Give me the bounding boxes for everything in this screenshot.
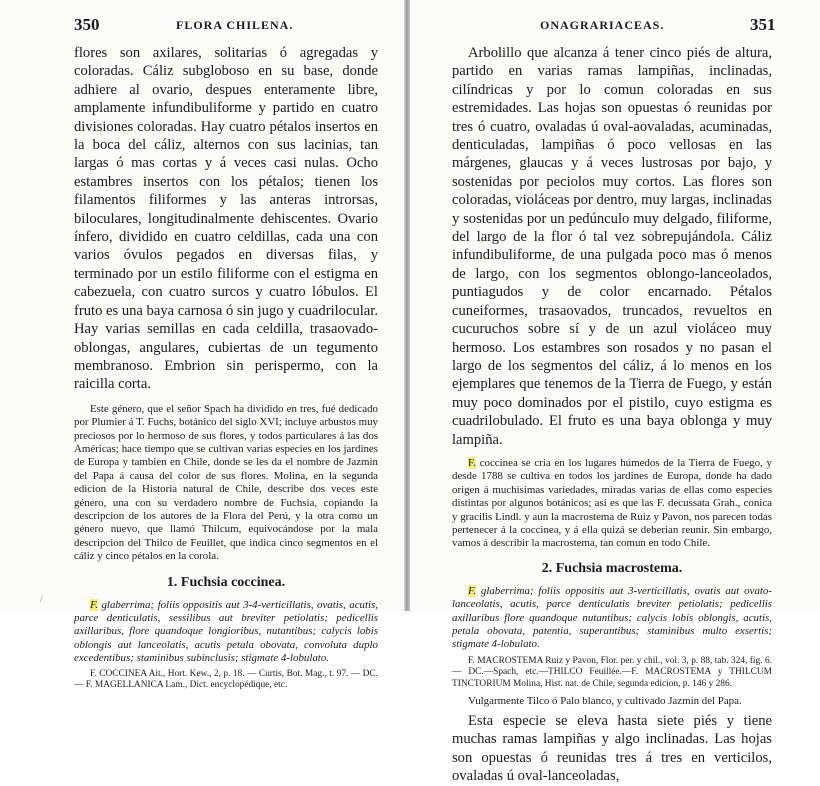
genus-description: flores son axilares, solitarias ó agregadas y coloradas. Cáliz subgloboso en su base, donde adhiere al ovario, despues enteramente libre, amplamente infundibuliforme y partido en cuatro divisiones coloradas. Hay cuatro pétalos insertos en la boca del cáliz, alternos con sus lacinias, tan largas ó mas cortas y á veces casi nulas. Ocho estambres insertos con los pétalos; tienen los filamentos filiformes y las anteras introrsas, biloculares, longitudinalmente dehiscentes. Ovario ínfero, dividido en cuatro celdillas, cada una con varios óvulos pegados en diversas filas, y terminado por un estilo filiforme con el estigma en cabezuela, con cuatro surcos y cuatro lóbulos. El fruto es una baya carnosa ó sin jugo y cuadrilocular. Hay varias semillas en cada celdilla, trasaovado-oblongas, angulares, cubiertas de un tegumento membranoso. Embrion sin perispermo, con la raicilla corta. [74, 45, 378, 393]
right-page [410, 0, 820, 785]
left-page-number: 350 [74, 15, 100, 34]
left-text-column [74, 44, 378, 692]
right-running-header: ONAGRARIACEAS. [540, 18, 665, 32]
highlight-mark: F. [468, 456, 476, 469]
synonymy-macrostema: F. MACROSTEMA Ruiz y Pavon, Flor. per. y chil., vol. 3, p. 88, tab. 324, fig. 6. — DC.—Spach, etc.—THILCO Feuillée.—F. MACROSTEMA y THILCUM TINCTORIUM Molina, Hist. nat. de Chile, segunda edicion, p. 146 y 286. [452, 655, 772, 689]
synonymy-coccinea: F. COCCINEA Ait., Hort. Kew., 2, p. 18. — Curtis, Bot. Mag., t. 97. — DC. — F. MAGELLANICA Lam., Dict. encyclopédique, etc. [74, 668, 378, 691]
left-running-header: FLORA CHILENA. [176, 18, 294, 32]
macrostema-description: Esta especie se eleva hasta siete piés y tiene muchas ramas lampiñas y algo inclinadas. Las hojas son opuestas ó reunidas tres á tres en verticilos, ovaladas ú oval-lanceoladas, [452, 713, 772, 785]
coccinea-description: Arbolillo que alcanza á tener cinco piés de altura, partido en varias ramas lampiñas, inclinadas, cilíndricas y por lo comun coloradas en sus estremidades. Las hojas son opuestas ó reunidas por tres ó cuatro, ovaladas ú oval-aovaladas, acuminadas, denticuladas, lampiñas ó poco vellosas en las márgenes, glaucas y á veces lustrosas por bajo, y sostenidas por peciolos muy cortos. Las flores son coloradas, violáceas por dentro, muy largas, inclinadas y sostenidas por un pedúnculo muy delgado, filiforme, del largo de la flor ó tal vez sobrepujándola. Cáliz infundibuliforme, de una pulgada poco mas ó menos de largo, con los segmentos oblongo-lanceolados, puntiagudos y de color encarnado. Pétalos cuneiformes, trasaovados, truncados, revueltos en cucuruchos sobre sí y de un azul violáceo muy hermoso. Los estambres son rosados y no pasan el largo de los segmentos del cáliz, á lo menos en los ejemplares que tenemos de la Tierra de Fuego, y están muy poco dominados por el pistilo, cuyo estigma es cuadrilobulado. El fruto es una baya oblonga y muy lampiña. [452, 45, 772, 448]
left-page [0, 0, 404, 691]
common-names: Vulgarmente Tilco ó Palo blanco, y cultivado Jazmin del Papa. [468, 694, 742, 707]
section-title-fuchsia-coccinea: 1. Fuchsia coccinea. [166, 574, 286, 590]
latin-diagnosis-macrostema [452, 585, 772, 652]
genus-history-paragraph: Este género, que el señor Spach ha dividido en tres, fué dedicado por Plumier á T. Fuchs, botánico del siglo XVI; incluye arbustos muy preciosos por lo hermoso de sus flores, y todos particulares á las dos Américas; hace tiempo que se cultivan varias especies en los jardines de Europa y tambien en Chile, donde se les da el nombre de Jazmin del Papa á causa del color de sus flores. Molina, en la segunda edicion de la Historia natural de Chile, describe dos veces este género, una con su verdadero nombre de Fuchsia, copiando la descripcion de los autores de la Flora del Perú, y la otra como un género nuevo, que llamó Thilcum, equivocándose por la mala descripcion del Thilco de Feuillet, que indica cinco segmentos en el cáliz y cinco pétalos en la corola. [74, 402, 378, 563]
diagnosis-text: glaberrima; foliis oppositis aut 3-verticillatis, ovatis aut ovato-lanceolatis, acutis, parce denticulatis breviter petiolatis; pedicellis axillaribus flore quandoque nutantibus; calycis lobis oblongis, acutis, petala obovata, patentia, superantibus; staminibus multo exsertis; stigmate 4-lobulato. [452, 584, 772, 651]
right-text-column [452, 44, 772, 786]
right-page-number: 351 [750, 15, 776, 34]
page-corner-mark: / [40, 594, 43, 605]
highlight-mark: F. [468, 584, 476, 597]
distribution-text: coccinea se cria en los lugares húmedos de la Tierra de Fuego, y desde 1788 se cultiva en todos los jardines de Europa, donde ha dado origen á muchisimas variedades, miradas varias de ellas como especies distintas por algunos botánicos; así es que las F. decussata Grah., conica y gracilis Lindl. y aun la macrostema de Ruiz y Pavon, nos parecen todas pertenecer á la coccinea, y á ella quizá se deberian reunir. Sin embargo, vamos á describir la macrostema, tan comun en todo Chile. [452, 456, 772, 550]
section-title-fuchsia-macrostema: 2. Fuchsia macrostema. [541, 560, 683, 576]
latin-diagnosis-coccinea [74, 599, 378, 666]
coccinea-distribution-paragraph [452, 457, 772, 551]
diagnosis-text: glaberrima; foliis oppositis aut 3-4-verticillatis, ovatis, acutis, parce denticulatis, sessilibus aut breviter petiolatis; pedicellis axillaribus, flore quandoque longioribus, nutantibus; calycis lobis oblongis aut lanceolatis, acutis petala obovata, convoluta duplo excedentibus; staminibus subinclusis; stigmate 4-lobulato. [74, 598, 378, 665]
highlight-mark: F. [90, 598, 98, 611]
